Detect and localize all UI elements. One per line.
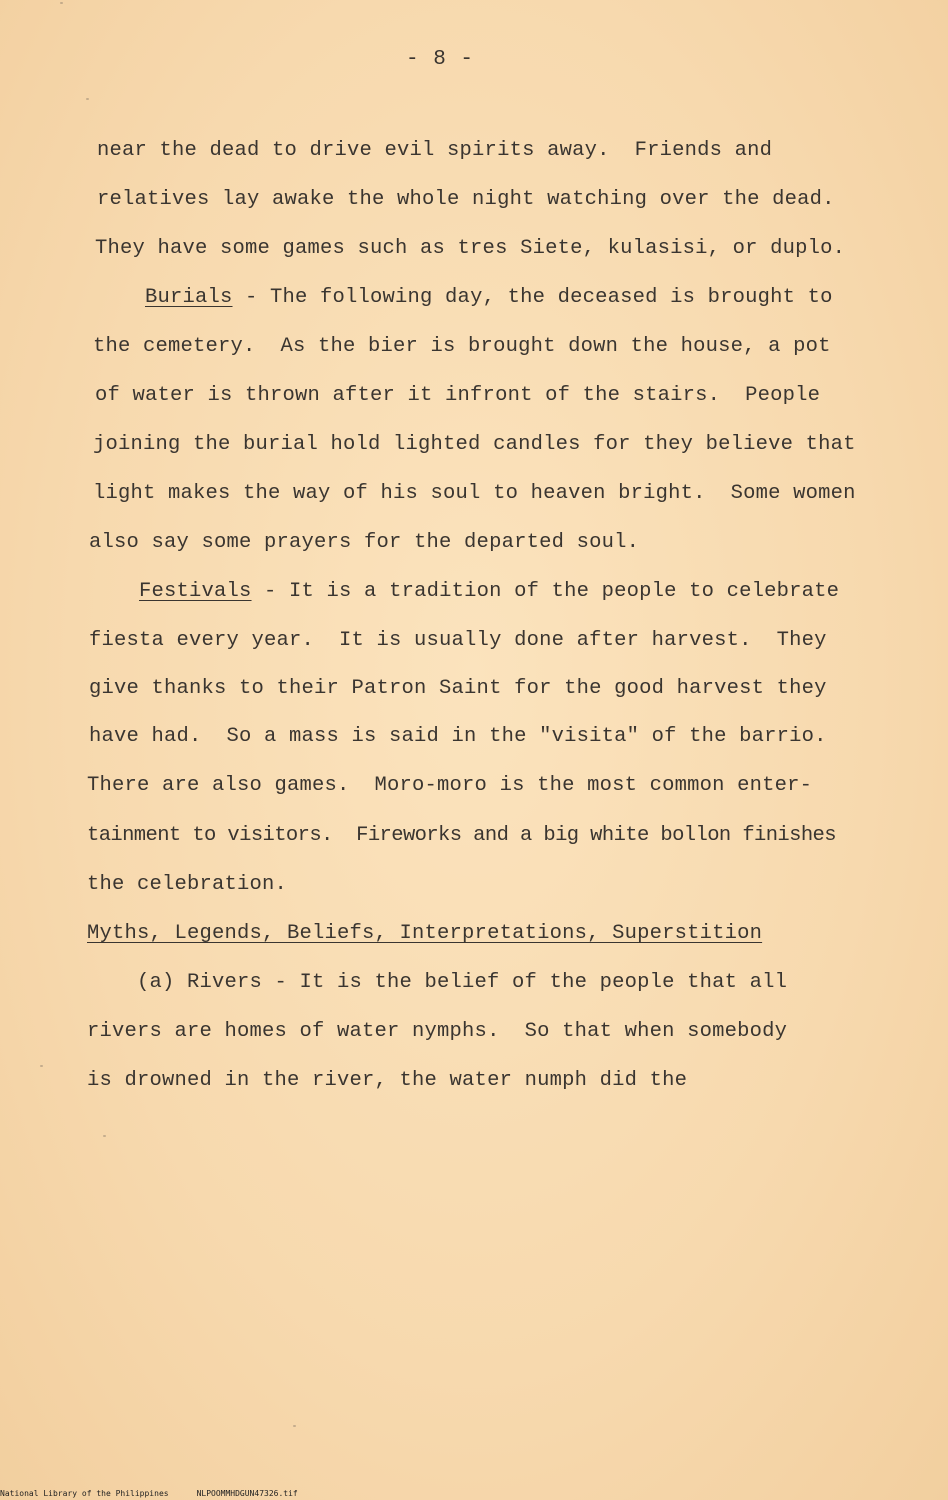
scan-filename: NLPOOMMHDGUN47326.tif <box>196 1489 298 1498</box>
text-line: of water is thrown after it infront of the stairs. People <box>95 384 821 407</box>
text-segment: The following day, the deceased is brought to <box>270 286 833 309</box>
text-line: rivers are homes of water nymphs. So that when somebody <box>87 1020 788 1043</box>
scan-speck <box>103 1135 106 1137</box>
text-line: joining the burial hold lighted candles for they believe that <box>93 433 856 456</box>
library-credit: National Library of the Philippines <box>0 1489 169 1498</box>
page-number: - 8 - <box>405 48 474 71</box>
text-line: relatives lay awake the whole night watching over the dead. <box>97 188 835 211</box>
text-line: near the dead to drive evil spirits away. Friends and <box>97 139 773 162</box>
text-line: (a) Rivers - It is the belief of the people that all <box>137 971 788 994</box>
scan-speck <box>293 1425 296 1427</box>
text-line: also say some prayers for the departed soul. <box>89 531 640 554</box>
scan-footer <box>0 1489 326 1498</box>
text-line: have had. So a mass is said in the "visita" of the barrio. <box>89 725 827 748</box>
scan-speck <box>40 1065 43 1067</box>
burials-heading: Burials <box>145 286 233 309</box>
text-segment: It is a tradition of the people to celebrate <box>289 580 840 603</box>
text-line: fiesta every year. It is usually done after harvest. They <box>89 629 827 652</box>
text-line: light makes the way of his soul to heaven bright. Some women <box>93 482 856 505</box>
text-line: give thanks to their Patron Saint for the good harvest they <box>89 677 827 700</box>
festivals-heading: Festivals <box>139 580 252 603</box>
myths-section-heading: Myths, Legends, Beliefs, Interpretations, Superstition <box>87 922 763 945</box>
text-line: is drowned in the river, the water numph did the <box>87 1069 688 1092</box>
festivals-paragraph-line <box>139 582 839 603</box>
burials-paragraph-line <box>145 288 833 309</box>
scan-speck <box>60 2 63 4</box>
heading-separator: - <box>251 580 290 603</box>
scan-speck <box>86 98 89 100</box>
text-line: the celebration. <box>87 873 288 896</box>
text-line: tainment to visitors. Fireworks and a big white bollon finishes <box>87 824 836 847</box>
heading-separator: - <box>232 286 271 309</box>
text-line: the cemetery. As the bier is brought down the house, a pot <box>93 335 831 358</box>
text-line: They have some games such as tres Siete, kulasisi, or duplo. <box>95 237 846 260</box>
text-line: There are also games. Moro-moro is the most common enter- <box>87 774 813 797</box>
